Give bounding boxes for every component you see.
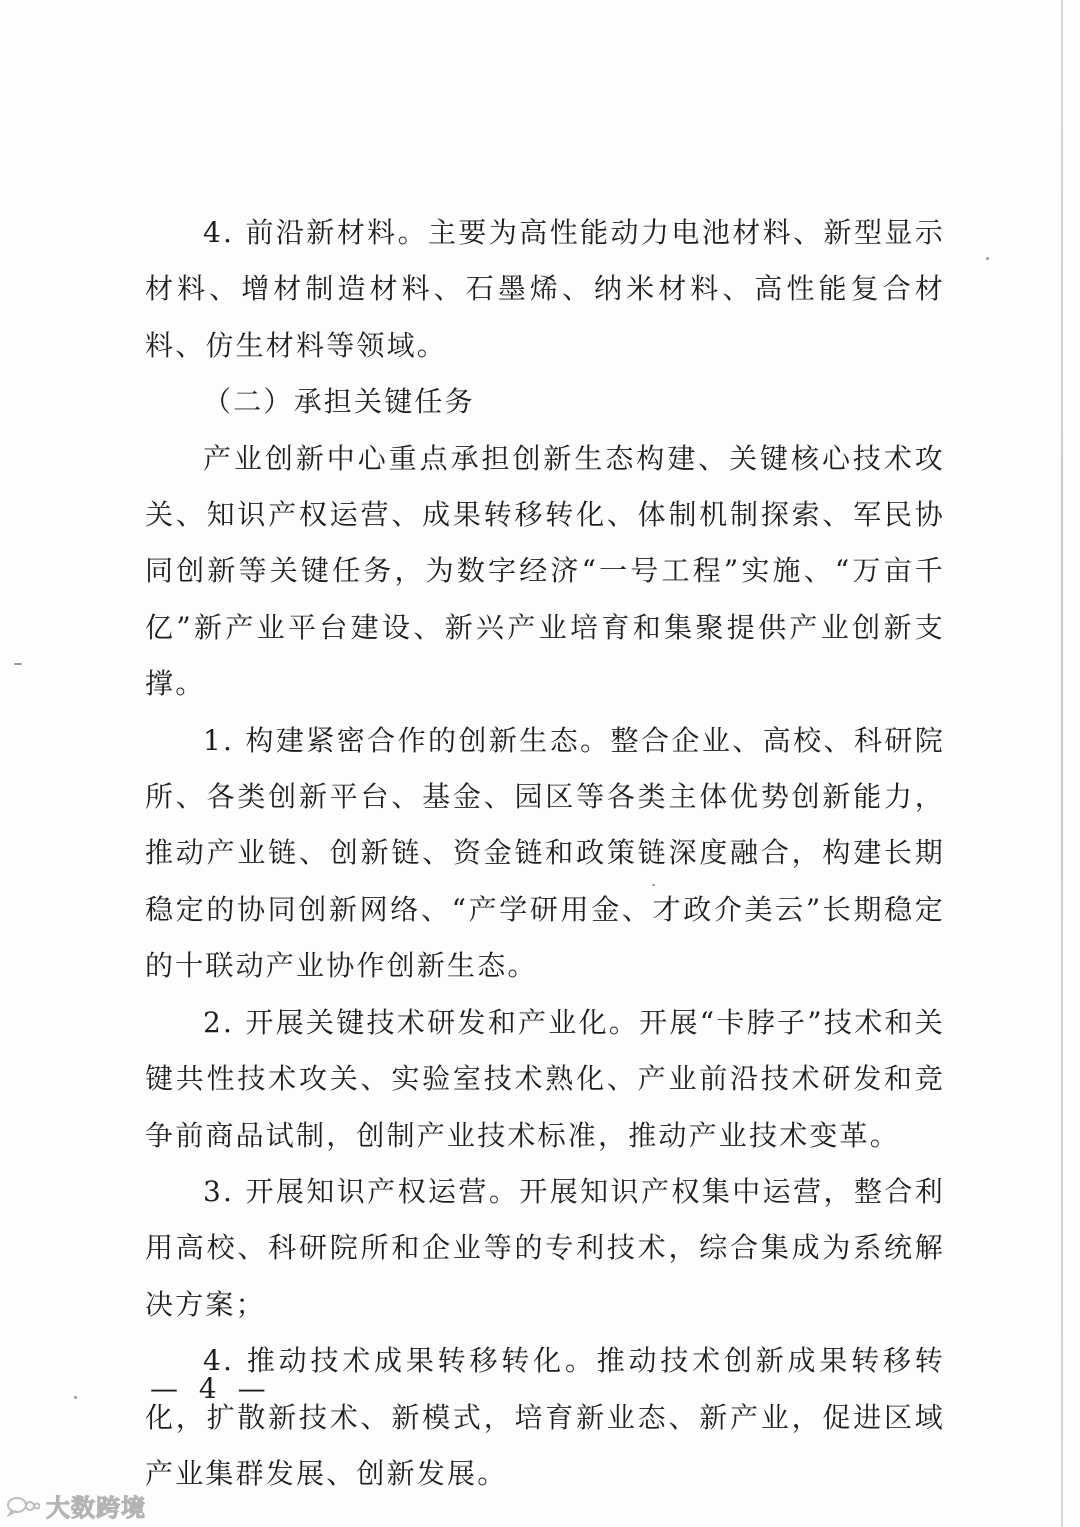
- paragraph-key-tasks-intro: 产业创新中心重点承担创新生态构建、关键核心技术攻关、知识产权运营、成果转移转化、体制机制探索、军民协同创新等关键任务，为数字经济“一号工程”实施、“万亩千亿”新产业平台建设、新兴产业培育和集聚提供产业创新支撑。: [145, 441, 945, 701]
- document-body: [145, 205, 945, 1502]
- paragraph-frontier-materials: 4. 前沿新材料。主要为高性能动力电池材料、新型显示材料、增材制造材料、石墨烯、纳米材料、高性能复合材料、仿生材料等领域。: [145, 216, 945, 362]
- watermark-text: 大数跨境: [46, 1494, 146, 1522]
- paragraph-ip-operation: 3. 开展知识产权运营。开展知识产权集中运营，整合利用高校、科研院所和企业等的专利技术，综合集成为系统解决方案；: [145, 1174, 945, 1321]
- speech-bubble-logo-icon: [6, 1495, 40, 1517]
- paragraph-tech-transfer: 4. 推动技术成果转移转化。推动技术创新成果转移转化，扩散新技术、新模式，培育新业态、新产业，促进区域产业集群发展、创新发展。: [145, 1344, 945, 1490]
- paragraph-innovation-ecosystem: 1. 构建紧密合作的创新生态。整合企业、高校、科研院所、各类创新平台、基金、园区等各类主体优势创新能力，推动产业链、创新链、资金链和政策链深度融合，构建长期稳定的协同创新网络、“产学研用金、才政介美云”长期稳定的十联动产业协作创新生态。: [145, 723, 945, 983]
- section-heading-key-tasks: （二）承担关键任务: [203, 385, 475, 419]
- scan-speck: [14, 663, 22, 665]
- paragraph-key-technology-rd: 2. 开展关键技术研发和产业化。开展“卡脖子”技术和关键共性技术攻关、实验室技术熟化、产业前沿技术研发和竞争前商品试制，创制产业技术标准，推动产业技术变革。: [145, 1005, 945, 1152]
- watermark: [6, 1488, 146, 1523]
- scan-speck: [986, 257, 989, 260]
- scan-speck: [74, 1396, 77, 1399]
- page-edge-shadow: [1061, 0, 1063, 1527]
- page-number: — 4 —: [150, 1372, 272, 1405]
